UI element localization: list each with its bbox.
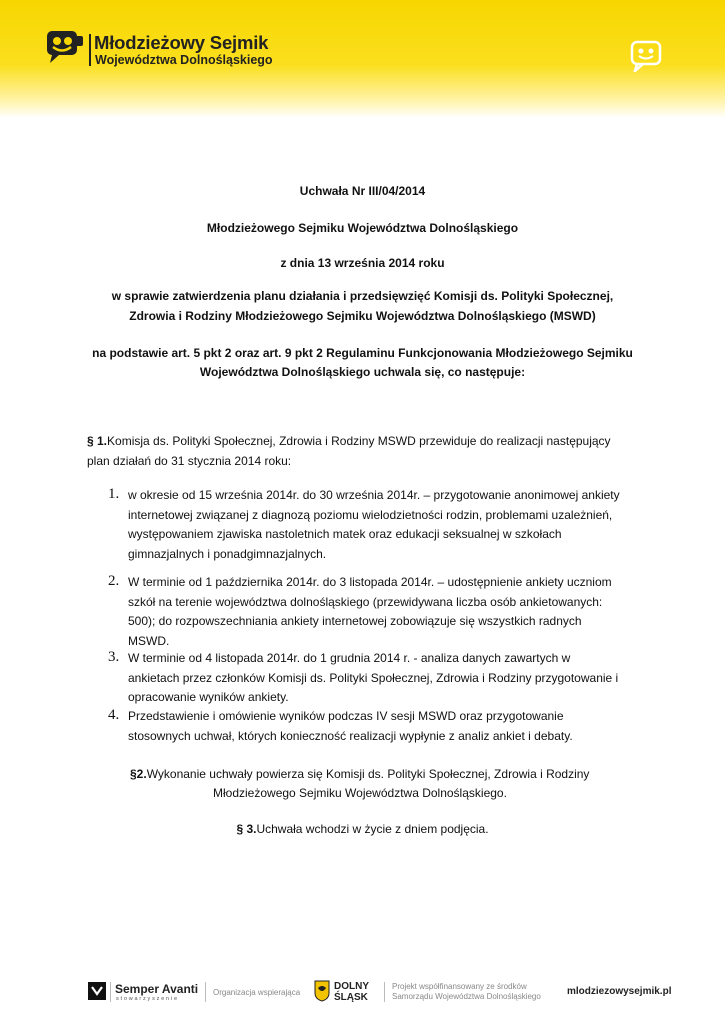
project-line-1: Projekt współfinansowany ze środków <box>392 982 527 991</box>
logo-divider <box>89 34 91 66</box>
dolny-label: DOLNY <box>334 981 369 992</box>
list-item-line: W terminie od 1 października 2014r. do 3 listopada 2014r. – udostępnienie ankiety uczniom <box>128 575 612 589</box>
semper-avanti-name: Semper Avanti <box>115 982 199 996</box>
semper-avanti-logo-icon <box>88 982 106 1000</box>
section-1-text: Komisja ds. Polityki Społecznej, Zdrowia i Rodziny MSWD przewiduje do realizacji następujący <box>107 434 611 448</box>
section-2-line-2: Młodzieżowego Sejmiku Województwa Dolnośląskiego. <box>213 786 507 800</box>
section-2-line-1 <box>130 764 690 784</box>
section-2-label: §2. <box>130 767 147 781</box>
resolution-date: z dnia 13 września 2014 roku <box>280 256 445 270</box>
section-1-line-2: plan działań do 31 stycznia 2014 roku: <box>87 454 292 468</box>
list-item-number: 3. <box>108 649 120 665</box>
support-label: Organizacja wspierająca <box>213 988 301 997</box>
resolution-title: Uchwała Nr III/04/2014 <box>299 184 426 198</box>
list-item-line: ankietach przez członków Komisji ds. Polityki Społecznej, Zdrowia i Rodziny przygotowanie i <box>128 670 619 685</box>
section-3 <box>0 819 725 839</box>
logo-title: Młodzieżowy Sejmik <box>94 32 269 53</box>
list-item-line: stosownych uchwał, których konieczność realizacji wypłynie z analiz ankiet i debaty. <box>128 728 573 743</box>
dolny-slask-crest-icon <box>314 980 330 1002</box>
list-item-number: 4. <box>108 707 120 723</box>
basis-line-1: na podstawie art. 5 pkt 2 oraz art. 9 pkt 2 Regulaminu Funkcjonowania Młodzieżowego Sejmiku <box>92 346 633 360</box>
logo-subtitle: Województwa Dolnośląskiego <box>95 53 273 67</box>
corner-logo-icon <box>630 40 664 72</box>
footer-divider <box>110 982 111 1002</box>
footer <box>0 968 725 1008</box>
website-link[interactable]: mlodziezowysejmik.pl <box>567 986 672 997</box>
subject-line-2: Zdrowia i Rodziny Młodzieżowego Sejmiku Województwa Dolnośląskiego (MSWD) <box>129 309 596 323</box>
section-2-text: Wykonanie uchwały powierza się Komisji ds. Polityki Społecznej, Zdrowia i Rodziny <box>146 767 590 781</box>
list-item-number: 2. <box>108 573 120 589</box>
section-3-text: Uchwała wchodzi w życie z dniem podjęcia. <box>256 822 489 836</box>
list-item-line: W terminie od 4 listopada 2014r. do 1 grudnia 2014 r. - analiza danych zawartych w <box>128 651 571 665</box>
list-item-line: szkół na terenie województwa dolnośląskiego (przewidywana liczba osób ankietowanych: <box>128 594 603 609</box>
list-item-line: gimnazjalnych i ponadgimnazjalnych. <box>128 546 327 561</box>
footer-divider <box>205 982 206 1002</box>
basis-line-2: Województwa Dolnośląskiego uchwala się, co następuje: <box>199 365 526 379</box>
list-item-line: występowaniem zjawiska nastoletnich matek oraz edukacji seksualnej w szkołach <box>128 527 562 541</box>
list-item-line: w okresie od 15 września 2014r. do 30 września 2014r. – przygotowanie anonimowej ankiety <box>128 488 620 502</box>
list-item-line: MSWD. <box>128 633 170 648</box>
sejmik-logo-icon <box>46 30 84 64</box>
list-item-line: opracowanie wyników ankiety. <box>128 690 289 704</box>
semper-avanti-sub: stowarzyszenie <box>116 996 179 1002</box>
footer-divider <box>384 982 385 1002</box>
project-line-2: Samorządu Województwa Dolnośląskiego <box>392 992 541 1001</box>
resolution-body: Młodzieżowego Sejmiku Województwa Dolnośląskiego <box>206 221 519 235</box>
section-1-line-1 <box>87 431 647 451</box>
list-item-line: 500); do rozpowszechniania ankiety internetowej zobowiązuje się wszystkich radnych <box>128 614 582 628</box>
list-item-line: internetowej związanej z diagnozą poziomu wielodzietności rodzin, problemami uzależnień, <box>128 507 613 522</box>
list-item-number: 1. <box>108 486 120 502</box>
section-1-label: § 1. <box>87 434 108 448</box>
section-3-label: § 3. <box>236 822 257 836</box>
slask-label: ŚLĄSK <box>334 992 368 1003</box>
subject-line-1: w sprawie zatwierdzenia planu działania i przedsięwzięć Komisji ds. Polityki Społecznej, <box>111 289 614 303</box>
list-item-line: Przedstawienie i omówienie wyników podczas IV sesji MSWD oraz przygotowanie <box>128 709 564 723</box>
